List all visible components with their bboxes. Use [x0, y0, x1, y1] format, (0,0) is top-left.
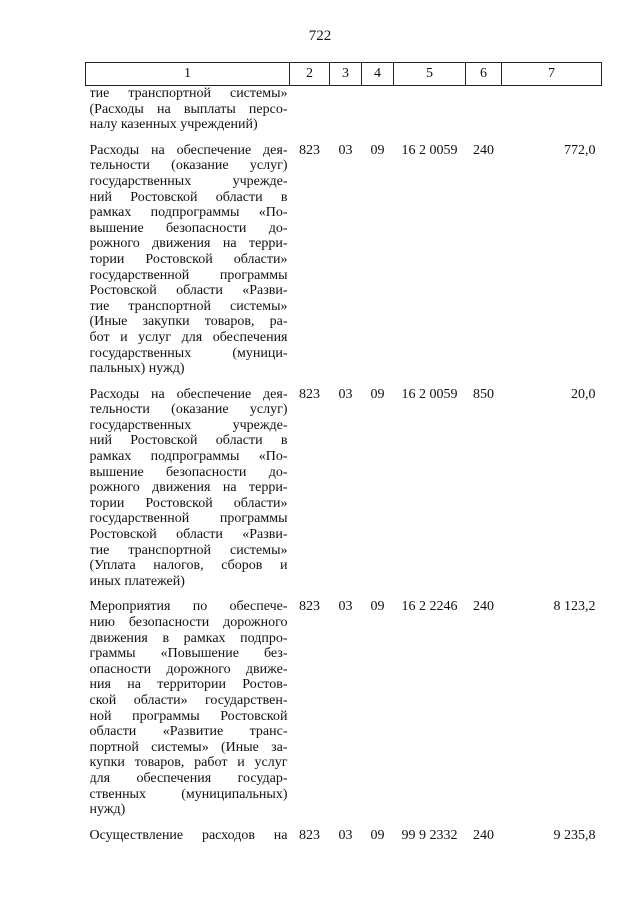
cell-section: 03 — [338, 599, 353, 615]
description-line: рамках подпрограммы «По- — [89, 205, 288, 221]
cell-subsection: 09 — [370, 827, 385, 843]
budget-table — [85, 62, 602, 853]
description-line: граммы «Повышение без- — [89, 646, 288, 662]
cell-subsection: 09 — [370, 142, 385, 158]
description-line: пальных) нужд) — [89, 361, 185, 377]
cell-ministry-code: 823 — [299, 599, 320, 615]
description-line: нию безопасности дорожного — [89, 615, 288, 630]
cell-target-article: 16 2 0059 — [401, 386, 458, 402]
cell-ministry-code: 823 — [299, 142, 320, 158]
cell-amount: 9 235,8 — [553, 827, 596, 843]
description-line: вышение безопасности до- — [89, 464, 288, 480]
column-header-6: 6 — [466, 63, 502, 86]
description-line: ний Ростовской области в — [89, 189, 288, 205]
row-description — [86, 828, 290, 854]
cell-subsection — [362, 86, 394, 143]
row-description — [86, 387, 290, 600]
cell-section — [330, 86, 362, 143]
description-line: для обеспечения государ- — [89, 770, 288, 786]
cell-ministry-code: 823 — [299, 827, 320, 843]
description-line: портной системы» (Иные за- — [89, 739, 288, 755]
description-line: ний Ростовской области в — [89, 433, 288, 449]
description-line: рожного движения на терри- — [89, 480, 288, 496]
cell-target-article: 16 2 0059 — [401, 142, 458, 158]
description-line: ской области» государствен- — [89, 692, 288, 708]
cell-expense-type — [466, 86, 502, 143]
description-line: государственных учрежде- — [89, 173, 288, 189]
cell-amount: 772,0 — [564, 142, 596, 158]
column-header-7: 7 — [502, 63, 602, 86]
table-body — [86, 86, 602, 854]
cell-section: 03 — [338, 142, 353, 158]
column-header-5: 5 — [394, 63, 466, 86]
description-line: Расходы на обеспечение дея- — [89, 142, 288, 158]
description-line: Мероприятия по обеспече- — [89, 599, 288, 615]
cell-expense-type: 240 — [473, 599, 494, 615]
table-row — [86, 86, 602, 143]
description-line: ственных (муниципальных) — [89, 786, 288, 802]
cell-section: 03 — [338, 386, 353, 402]
column-header-3: 3 — [330, 63, 362, 86]
column-header-2: 2 — [290, 63, 330, 86]
description-line: тории Ростовской области» — [89, 495, 288, 511]
row-description — [86, 143, 290, 387]
cell-subsection: 09 — [370, 386, 385, 402]
cell-section: 03 — [338, 827, 353, 843]
description-line: нужд) — [89, 802, 126, 818]
description-line: рамках подпрограммы «По- — [89, 449, 288, 465]
description-line: (Уплата налогов, сборов и — [89, 558, 288, 574]
description-line: иных платежей) — [89, 573, 185, 589]
cell-ministry-code — [290, 86, 330, 143]
cell-target-article — [394, 86, 466, 143]
description-line: купки товаров, работ и услуг — [89, 755, 288, 771]
description-line: Ростовской области «Разви- — [89, 527, 288, 543]
description-line: (Расходы на выплаты персо- — [89, 101, 288, 117]
description-line: рожного движения на терри- — [89, 236, 288, 252]
description-line: ной программы Ростовской — [89, 708, 288, 724]
table-row — [86, 828, 602, 854]
cell-subsection: 09 — [370, 599, 385, 615]
column-header-1: 1 — [86, 63, 290, 86]
description-line: тие транспортной системы» — [89, 298, 288, 314]
cell-amount: 20,0 — [571, 386, 596, 402]
description-line: тории Ростовской области» — [89, 251, 288, 267]
cell-amount — [502, 86, 602, 143]
description-line: области «Развитие транс- — [89, 724, 288, 740]
description-line: налу казенных учреждений) — [89, 117, 258, 133]
description-line: вышение безопасности до- — [89, 220, 288, 236]
column-header-4: 4 — [362, 63, 394, 86]
description-line: государственной программы — [89, 511, 288, 527]
cell-ministry-code: 823 — [299, 386, 320, 402]
row-description — [86, 599, 290, 827]
description-line: движения в рамках подпро- — [89, 630, 288, 646]
description-line: опасности дорожного движе- — [89, 661, 288, 677]
description-line: тие транспортной системы» — [89, 542, 288, 558]
description-line: (Иные закупки товаров, ра- — [89, 314, 288, 330]
description-line: Осуществление расходов на — [89, 827, 288, 843]
cell-expense-type: 240 — [473, 827, 494, 843]
cell-target-article: 16 2 2246 — [401, 599, 458, 615]
description-line: государственной программы — [89, 267, 288, 283]
page-number: 722 — [308, 28, 332, 44]
column-number-header-row — [86, 63, 602, 86]
description-line: тие транспортной системы» — [89, 86, 288, 101]
row-description — [86, 86, 290, 143]
description-line: ния на территории Ростов- — [89, 677, 288, 693]
description-line: государственных (муници- — [89, 345, 288, 361]
table-row — [86, 387, 602, 600]
description-line: тельности (оказание услуг) — [89, 158, 288, 174]
description-line: государственных учрежде- — [89, 417, 288, 433]
description-line: Ростовской области «Разви- — [89, 283, 288, 299]
cell-amount: 8 123,2 — [553, 599, 596, 615]
description-line: бот и услуг для обеспечения — [89, 329, 288, 345]
table-row — [86, 143, 602, 387]
table-row — [86, 599, 602, 827]
cell-target-article: 99 9 2332 — [401, 827, 458, 843]
cell-expense-type: 240 — [473, 142, 494, 158]
description-line: Расходы на обеспечение дея- — [89, 386, 288, 402]
description-line: тельности (оказание услуг) — [89, 402, 288, 418]
cell-expense-type: 850 — [473, 386, 494, 402]
